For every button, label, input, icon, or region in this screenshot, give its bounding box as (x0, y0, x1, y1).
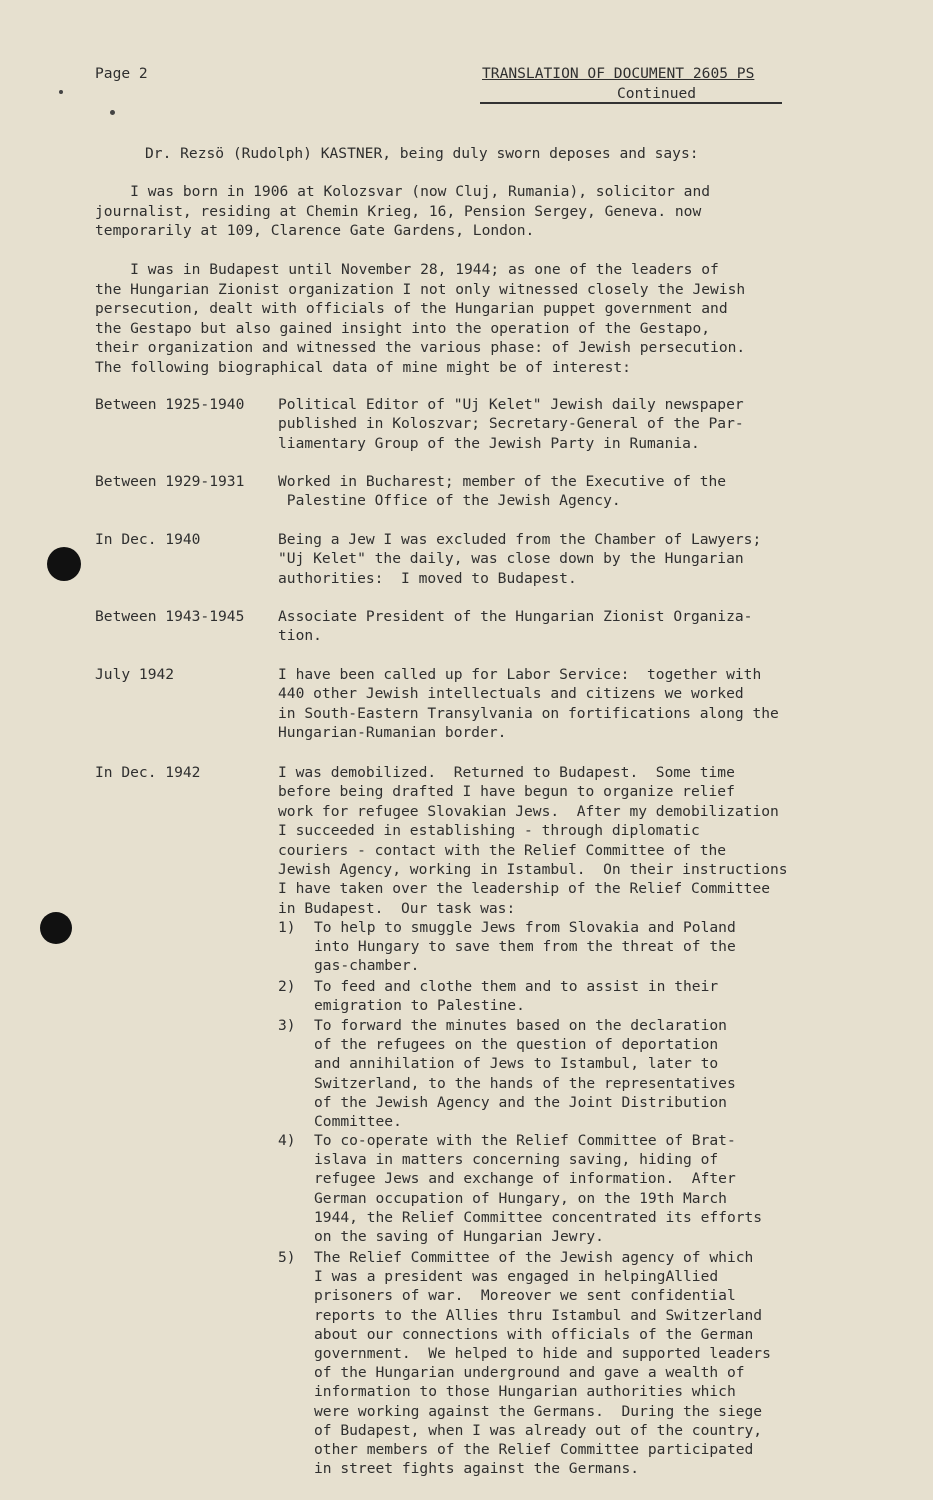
ink-mark (110, 110, 115, 115)
task-number: 1) (278, 919, 296, 936)
entry-label: July 1942 (95, 666, 175, 683)
task-text: To feed and clothe them and to assist in their emigration to Palestine. (314, 978, 719, 1015)
entry-text: I was demobilized. Returned to Budapest. Some time before being drafted I have begun to organize relief work for refugee Slovakian Jews. After my demobilization I succeeded in establishing - through diplomatic couriers - contact with the Relief Committee of the Jewish Agency, working in Istambul. On their instructions I have taken over the leadership of the Relief Committee in Budapest. Our task was: (278, 764, 788, 917)
entry-text: Worked in Bucharest; member of the Executive of the Palestine Office of the Jewish Agency. (278, 473, 727, 510)
entry-label: In Dec. 1942 (95, 764, 201, 781)
entry-label: In Dec. 1940 (95, 531, 201, 548)
entry-text: Associate President of the Hungarian Zionist Organiza- tion. (278, 608, 753, 645)
task-number: 2) (278, 978, 296, 995)
task-text: The Relief Committee of the Jewish agency of which I was a president was engaged in helpingAllied prisoners of war. Moreover we sent confidential reports to the Allies thru Istambul and Switzerland about our connections with officials of the German government. We helped to hide and supported leaders of the Hungarian underground and gave a wealth of information to those Hungarian authorities which were working against the Germans. During the siege of Budapest, when I was already out of the country, other members of the Relief Committee participated in street fights against the Germans. (314, 1249, 771, 1478)
task-number: 4) (278, 1132, 296, 1149)
entry-text: Political Editor of "Uj Kelet" Jewish daily newspaper published in Koloszvar; Secretary-General of the Par- liamentary Group of the Jewish Party in Rumania. (278, 396, 744, 452)
punch-hole-top (47, 547, 81, 581)
ink-mark (59, 90, 63, 94)
task-text: To forward the minutes based on the declaration of the refugees on the question of deportation and annihilation of Jews to Istambul, later to Switzerland, to the hands of the representatives of the Jewish Agency and the Joint Distribution Committee. (314, 1017, 736, 1131)
task-text: To help to smuggle Jews from Slovakia and Poland into Hungary to save them from the threat of the gas-chamber. (314, 919, 736, 975)
intro-paragraph-1: I was born in 1906 at Kolozsvar (now Cluj, Rumania), solicitor and journalist, residing at Chemin Krieg, 16, Pension Sergey, Geneva. now temporarily at 109, Clarence Gate Gardens, London. (95, 183, 711, 239)
entry-label: Between 1925-1940 (95, 396, 245, 413)
entry-label: Between 1943-1945 (95, 608, 245, 625)
sworn-statement: Dr. Rezsö (Rudolph) KASTNER, being duly sworn deposes and says: (145, 145, 699, 162)
intro-paragraph-2: I was in Budapest until November 28, 1944; as one of the leaders of the Hungarian Zionist organization I not only witnessed closely the Jewish persecution, dealt with officials of the Hungarian puppet government and the Gestapo but also gained insight into the operation of the Gestapo, their organization and witnessed the various phase: of Jewish persecution. The following biographical data of mine might be of interest: (95, 261, 746, 376)
task-number: 5) (278, 1249, 296, 1266)
continued-label: Continued (617, 85, 697, 102)
entry-text: Being a Jew I was excluded from the Chamber of Lawyers; "Uj Kelet" the daily, was close down by the Hungarian authorities: I moved to Budapest. (278, 531, 762, 587)
header-rule (480, 102, 782, 104)
punch-hole-bottom (40, 912, 72, 944)
task-number: 3) (278, 1017, 296, 1034)
document-title: TRANSLATION OF DOCUMENT 2605 PS (482, 65, 755, 82)
entry-label: Between 1929-1931 (95, 473, 245, 490)
entry-text: I have been called up for Labor Service: together with 440 other Jewish intellectuals and citizens we worked in South-Eastern Transylvania on fortifications along the Hungarian-Rumanian border. (278, 666, 779, 742)
task-text: To co-operate with the Relief Committee of Brat- islava in matters concerning saving, hiding of refugee Jews and exchange of information. After German occupation of Hungary, on the 19th March 1944, the Relief Committee concentrated its efforts on the saving of Hungarian Jewry. (314, 1132, 763, 1246)
page-label: Page 2 (95, 65, 148, 82)
